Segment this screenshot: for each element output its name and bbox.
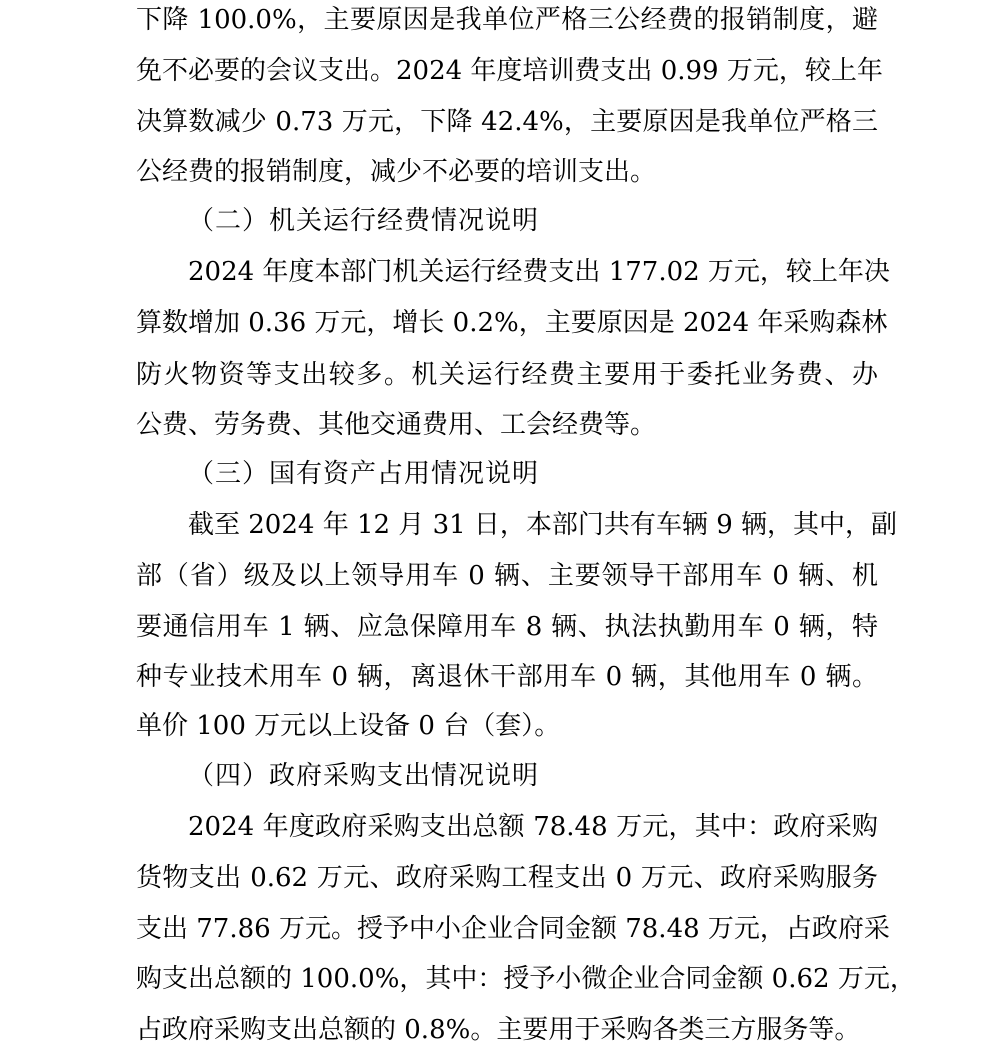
paragraph-line: 部（省）级及以上领导用车 0 辆、主要领导干部用车 0 辆、机 [136, 561, 878, 591]
paragraph-line: 2024 年度政府采购支出总额 78.48 万元，其中：政府采购 [188, 812, 878, 842]
paragraph-line: 支出 77.86 万元。授予中小企业合同金额 78.48 万元，占政府采 [136, 914, 890, 944]
paragraph-line: 购支出总额的 100.0%，其中：授予小微企业合同金额 0.62 万元， [136, 964, 916, 994]
paragraph-line: 要通信用车 1 辆、应急保障用车 8 辆、执法执勤用车 0 辆，特 [136, 612, 878, 642]
paragraph-line: 单价 100 万元以上设备 0 台（套）。 [136, 711, 561, 741]
paragraph-line: 免不必要的会议支出。2024 年度培训费支出 0.99 万元，较上年 [136, 56, 883, 86]
section-heading: （四）政府采购支出情况说明 [188, 761, 540, 791]
paragraph-line: 占政府采购支出总额的 0.8%。主要用于采购各类三方服务等。 [136, 1015, 861, 1045]
paragraph-line: 2024 年度本部门机关运行经费支出 177.02 万元，较上年决 [188, 257, 890, 287]
section-heading: （二）机关运行经费情况说明 [188, 206, 540, 236]
section-heading: （三）国有资产占用情况说明 [188, 459, 540, 489]
paragraph-line: 算数增加 0.36 万元，增长 0.2%，主要原因是 2024 年采购森林 [136, 308, 888, 338]
paragraph-line: 公经费的报销制度，减少不必要的培训支出。 [136, 157, 657, 187]
paragraph-line: 下降 100.0%，主要原因是我单位严格三公经费的报销制度，避 [136, 5, 878, 35]
paragraph-line: 种专业技术用车 0 辆，离退休干部用车 0 辆，其他用车 0 辆。 [136, 662, 878, 692]
paragraph-line: 决算数减少 0.73 万元，下降 42.4%，主要原因是我单位严格三 [136, 107, 878, 137]
paragraph-line: 截至 2024 年 12 月 31 日，本部门共有车辆 9 辆，其中，副 [188, 510, 897, 540]
paragraph-line: 公费、劳务费、其他交通费用、工会经费等。 [136, 410, 657, 440]
paragraph-line: 货物支出 0.62 万元、政府采购工程支出 0 万元、政府采购服务 [136, 863, 878, 893]
paragraph-line: 防火物资等支出较多。机关运行经费主要用于委托业务费、办 [136, 360, 878, 390]
